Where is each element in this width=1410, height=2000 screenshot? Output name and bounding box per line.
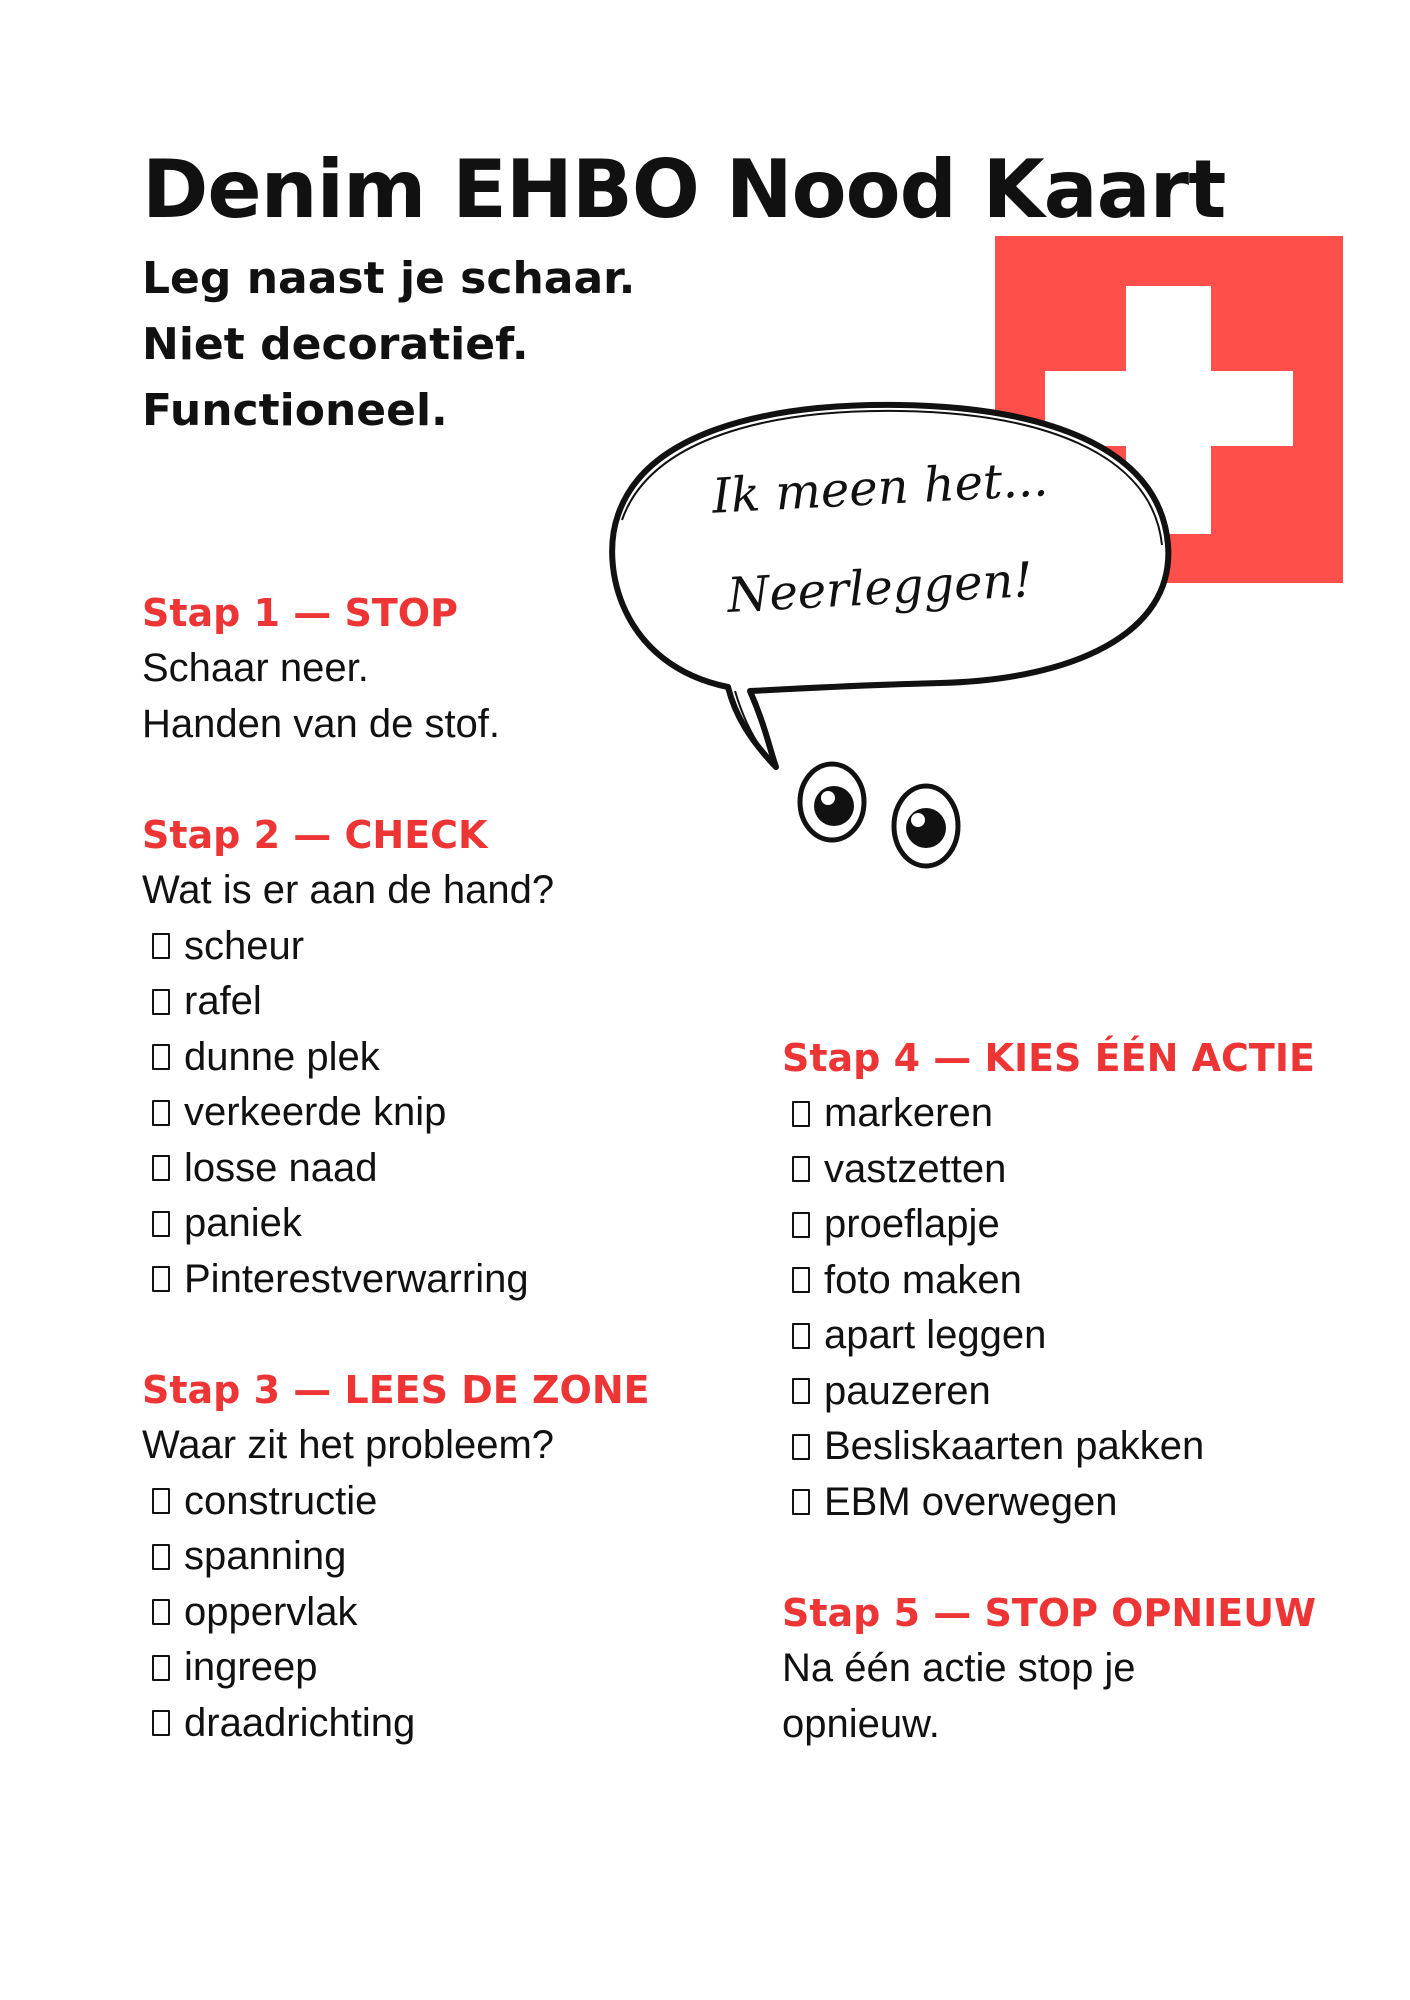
checklist-item: rafel <box>142 974 782 1030</box>
checkbox[interactable] <box>152 1488 170 1514</box>
checklist-item: scheur <box>142 919 782 975</box>
step-heading: Stap 3 — LEES DE ZONE <box>142 1368 650 1412</box>
checklist-item: draadrichting <box>142 1696 782 1752</box>
checkbox[interactable] <box>792 1212 810 1238</box>
checkbox[interactable] <box>152 1655 170 1681</box>
checkbox[interactable] <box>792 1156 810 1182</box>
checkbox[interactable] <box>792 1323 810 1349</box>
checklist-item: oppervlak <box>142 1585 782 1641</box>
checklist-item: Besliskaarten pakken <box>782 1419 1402 1475</box>
checklist-item: apart leggen <box>782 1308 1402 1364</box>
checklist-item: ingreep <box>142 1640 782 1696</box>
checkbox[interactable] <box>792 1434 810 1460</box>
step-2 <box>142 807 782 1307</box>
checkbox[interactable] <box>152 1211 170 1237</box>
checklist-item: losse naad <box>142 1141 782 1197</box>
checklist-item: Pinterestverwarring <box>142 1252 782 1308</box>
checklist-item: spanning <box>142 1529 782 1585</box>
checkbox[interactable] <box>792 1267 810 1293</box>
checklist-item: vastzetten <box>782 1142 1402 1198</box>
step-text: Handen van de stof. <box>142 701 501 746</box>
step-3 <box>142 1362 782 1751</box>
checkbox[interactable] <box>792 1378 810 1404</box>
checklist-item: pauzeren <box>782 1364 1402 1420</box>
step-5 <box>782 1585 1402 1752</box>
checkbox[interactable] <box>152 1544 170 1570</box>
checklist <box>142 1474 782 1752</box>
subtitle-line: Functioneel. <box>142 385 448 436</box>
checklist-item: foto maken <box>782 1253 1402 1309</box>
step-text: Schaar neer. <box>142 646 369 690</box>
checklist-item: markeren <box>782 1086 1402 1142</box>
checklist <box>142 919 782 1308</box>
step-1 <box>142 585 782 752</box>
bubble-line-1: Ik meen het... <box>710 451 1050 525</box>
cartoon-eyes-icon <box>796 758 976 878</box>
checklist-item: verkeerde knip <box>142 1085 782 1141</box>
checkbox[interactable] <box>152 1155 170 1181</box>
subtitle-line: Leg naast je schaar. <box>142 253 636 304</box>
step-heading: Stap 5 — STOP OPNIEUW <box>782 1591 1317 1635</box>
checkbox[interactable] <box>792 1101 810 1127</box>
step-text: opnieuw. <box>782 1701 940 1746</box>
checkbox[interactable] <box>152 1266 170 1292</box>
subtitle <box>142 246 635 444</box>
checklist-item: proeflapje <box>782 1197 1402 1253</box>
bubble-line-2: Neerleggen! <box>725 552 1035 624</box>
checkbox[interactable] <box>152 1100 170 1126</box>
checkbox[interactable] <box>152 1710 170 1736</box>
checklist-item: constructie <box>142 1474 782 1530</box>
right-column <box>782 1030 1402 1752</box>
step-heading: Stap 4 — KIES ÉÉN ACTIE <box>782 1036 1315 1080</box>
checklist-item: dunne plek <box>142 1030 782 1086</box>
step-question: Waar zit het probleem? <box>142 1423 555 1467</box>
step-heading: Stap 2 — CHECK <box>142 813 488 857</box>
checkbox[interactable] <box>792 1489 810 1515</box>
checkbox[interactable] <box>152 1599 170 1625</box>
checklist <box>782 1086 1402 1530</box>
step-heading: Stap 1 — STOP <box>142 591 458 635</box>
checklist-item: EBM overwegen <box>782 1475 1402 1531</box>
checkbox[interactable] <box>152 989 170 1015</box>
checkbox[interactable] <box>152 933 170 959</box>
step-question: Wat is er aan de hand? <box>142 868 555 912</box>
subtitle-line: Niet decoratief. <box>142 319 529 370</box>
left-column <box>142 585 782 1751</box>
page-title: Denim EHBO Nood Kaart <box>142 143 1226 236</box>
step-text: Na één actie stop je <box>782 1646 1136 1690</box>
checkbox[interactable] <box>152 1044 170 1070</box>
step-4 <box>782 1030 1402 1530</box>
checklist-item: paniek <box>142 1196 782 1252</box>
